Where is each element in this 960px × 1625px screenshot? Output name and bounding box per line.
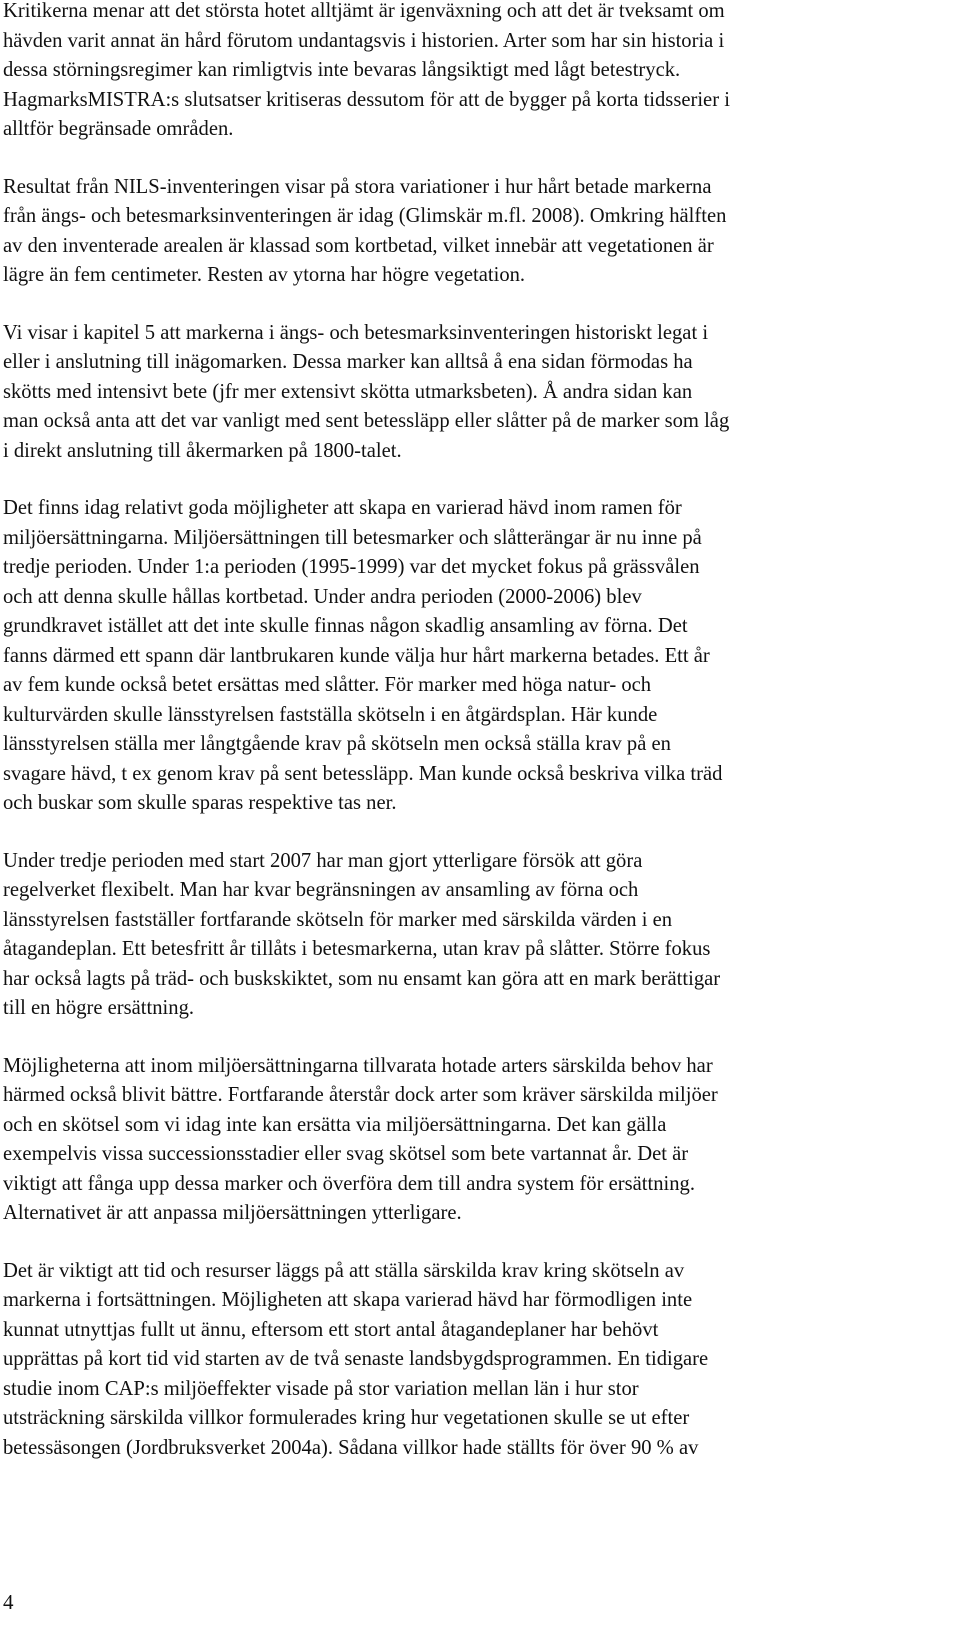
page-number: 4	[3, 1590, 14, 1614]
paragraph-environmental-payments: Det finns idag relativt goda möjligheter att skapa en varierad hävd inom ramen för miljöersättningarna. Miljöersättningen till betesmarker och slåtterängar är nu inne på tredje perioden. Under 1:a perioden (1995-1999) var det mycket fokus på grässvålen och att denna skulle hållas kortbetad. Under andra perioden (2000-2006) blev grundkravet istället att det inte skulle finnas någon skadlig ansamling av förna. Det fanns därmed ett spann där lantbrukaren kunde välja hur hårt markerna betades. Ett år av fem kunde också betet ersättas med slåtter. För marker med höga natur- och kulturvärden skulle länsstyrelsen fastställa skötseln i en åtgärdsplan. Här kunde länsstyrelsen ställa mer långtgående krav på skötseln men också ställa krav på en svagare hävd, t ex genom krav på sent betessläpp. Man kunde också beskriva vilka träd och buskar som skulle sparas respektive tas ner.	[3, 497, 723, 814]
paragraph-third-period: Under tredje perioden med start 2007 har man gjort ytterligare försök att göra regelverket flexibelt. Man har kvar begränsningen av ansamling av förna och länsstyrelsen fastställer fortfarande skötseln för marker med särskilda värden i en åtagandeplan. Ett betesfritt år tillåts i betesmarkerna, utan krav på slåtter. Större fokus har också lagts på träd- och buskskiktet, som nu ensamt kan göra att en mark berättigar till en högre ersättning.	[3, 849, 721, 1019]
paragraph-resources: Det är viktigt att tid och resurser läggs på att ställa särskilda krav kring skötseln av markerna i fortsättningen. Möjligheten att skapa varierad hävd har förmodligen inte kunnat utnyttjas fullt ut ännu, eftersom ett stort antal åtagandeplaner har behövt upprättas på kort tid vid starten av de två senaste landsbygdsprogrammen. En tidigare studie inom CAP:s miljöeffekter visade på stor variation mellan län i hur stor utsträckning särskilda villkor formulerades kring hur vegetationen skulle se ut efter betessäsongen (Jordbruksverket 2004a). Sådana villkor hade ställts för över 90 % av	[3, 1259, 709, 1459]
document-body	[3, 0, 943, 1491]
paragraph-criticism: Kritikerna menar att det största hotet alltjämt är igenväxning och att det är tveksamt om hävden varit annat än hård förutom undantagsvis i historien. Arter som har sin historia i dessa störningsregimer kan rimligtvis inte bevaras långsiktigt med lågt betestryck. HagmarksMISTRA:s slutsatser kritiseras dessutom för att de bygger på korta tidsserier i alltför begränsade områden.	[3, 0, 730, 140]
paragraph-nils-results: Resultat från NILS-inventeringen visar på stora variationer i hur hårt betade markerna från ängs- och betesmarksinventeringen är idag (Glimskär m.fl. 2008). Omkring hälften av den inventerade arealen är klassad som kortbetad, vilket innebär att vegetationen är lägre än fem centimeter. Resten av ytorna har högre vegetation.	[3, 175, 727, 286]
paragraph-chapter-5: Vi visar i kapitel 5 att markerna i ängs- och betesmarksinventeringen historiskt legat i eller i anslutning till inägomarken. Dessa marker kan alltså å ena sidan förmodas ha skötts med intensivt bete (jfr mer extensivt skötta utmarksbeten). Å andra sidan kan man också anta att det var vanligt med sent betessläpp eller slåtter på de marker som låg i direkt anslutning till åkermarken på 1800-talet.	[3, 321, 730, 462]
paragraph-threatened-species: Möjligheterna att inom miljöersättningarna tillvarata hotade arters särskilda behov har härmed också blivit bättre. Fortfarande återstår dock arter som kräver särskilda miljöer och en skötsel som vi idag inte kan ersätta via miljöersättningarna. Det kan gälla exempelvis vissa successionsstadier eller svag skötsel som bete vartannat år. Det är viktigt att fånga upp dessa marker och överföra dem till andra system för ersättning. Alternativet är att anpassa miljöersättningen ytterligare.	[3, 1054, 718, 1224]
